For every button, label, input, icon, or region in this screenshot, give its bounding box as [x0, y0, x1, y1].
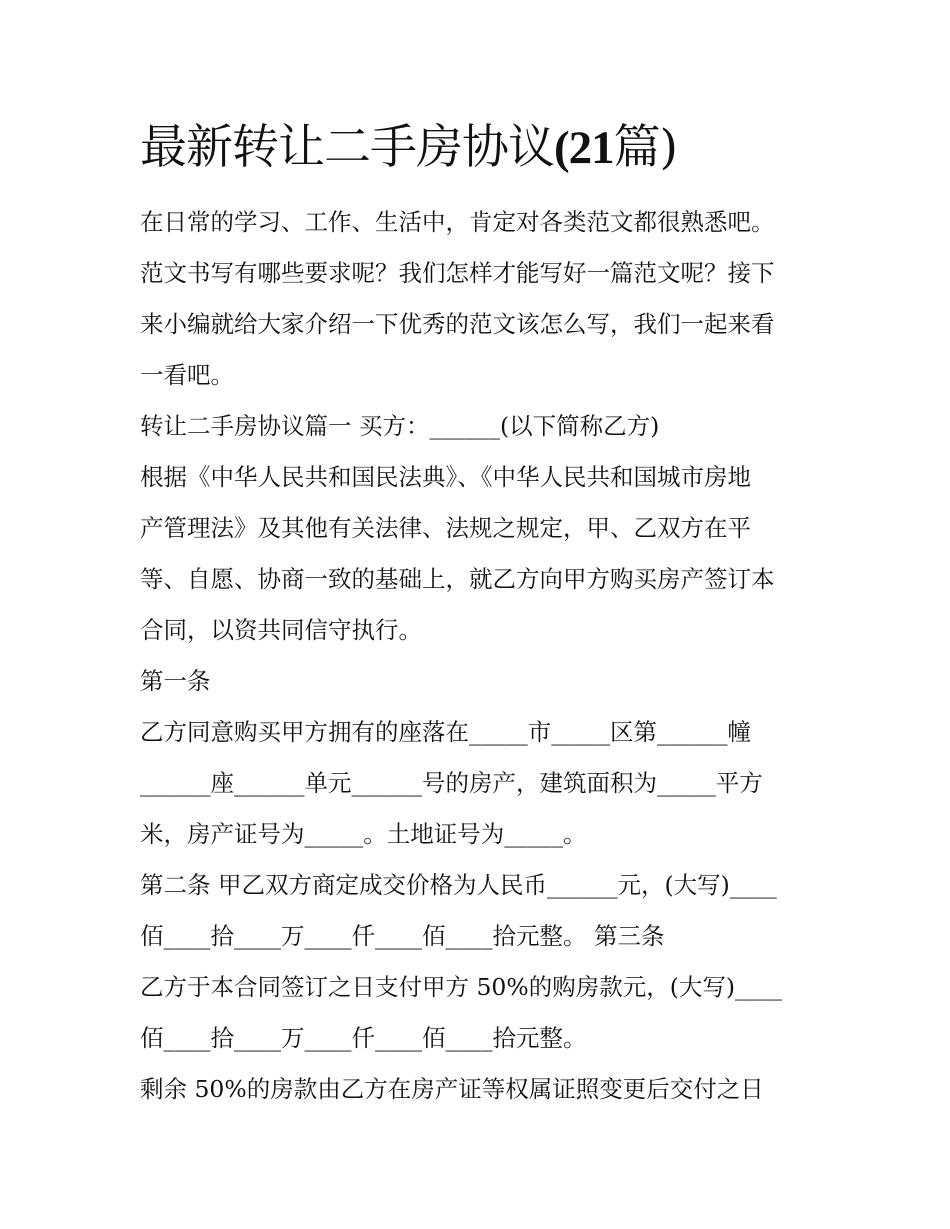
- article-3-line-3: 剩余 50%的房款由乙方在房产证等权属证照变更后交付之日: [140, 1075, 764, 1103]
- article-2-line-2: 佰____拾____万____仟____佰____拾元整。 第三条: [140, 922, 665, 950]
- intro-line-2: 范文书写有哪些要求呢？我们怎样才能写好一篇范文呢？接下: [140, 259, 775, 287]
- title-count: (21: [554, 122, 614, 174]
- article-1-heading: 第一条: [140, 667, 211, 695]
- article-3-line-2: 佰____拾____万____仟____佰____拾元整。: [140, 1024, 587, 1052]
- article-1-line-1: 乙方同意购买甲方拥有的座落在_____市_____区第______幢: [140, 718, 751, 746]
- basis-line-4: 合同，以资共同信守执行。: [140, 616, 422, 644]
- basis-line-2: 产管理法》及其他有关法律、法规之规定，甲、乙双方在平: [140, 514, 751, 542]
- basis-line-3: 等、自愿、协商一致的基础上，就乙方向甲方购买房产签订本: [140, 565, 775, 593]
- article-1-line-3: 米，房产证号为_____。土地证号为_____。: [140, 820, 587, 848]
- intro-line-3: 来小编就给大家介绍一下优秀的范文该怎么写，我们一起来看: [140, 310, 775, 338]
- basis-line-1: 根据《中华人民共和国民法典》、《中华人民共和国城市房地: [140, 463, 751, 491]
- intro-line-4: 一看吧。: [140, 361, 234, 389]
- article-2-line-1: 第二条 甲乙双方商定成交价格为人民币______元，(大写)____: [140, 871, 777, 899]
- document-title: [140, 118, 840, 178]
- title-suffix: 篇): [613, 120, 677, 175]
- intro-line-1: 在日常的学习、工作、生活中，肯定对各类范文都很熟悉吧。: [140, 208, 775, 236]
- title-text: 最新转让二手房协议: [140, 120, 554, 175]
- agreement-heading-line: 转让二手房协议篇一 买方：______(以下简称乙方): [140, 412, 660, 440]
- article-1-line-2: ______座______单元______号的房产，建筑面积为_____平方: [140, 769, 763, 797]
- article-3-line-1: 乙方于本合同签订之日支付甲方 50%的购房款元，(大写)____: [140, 973, 783, 1001]
